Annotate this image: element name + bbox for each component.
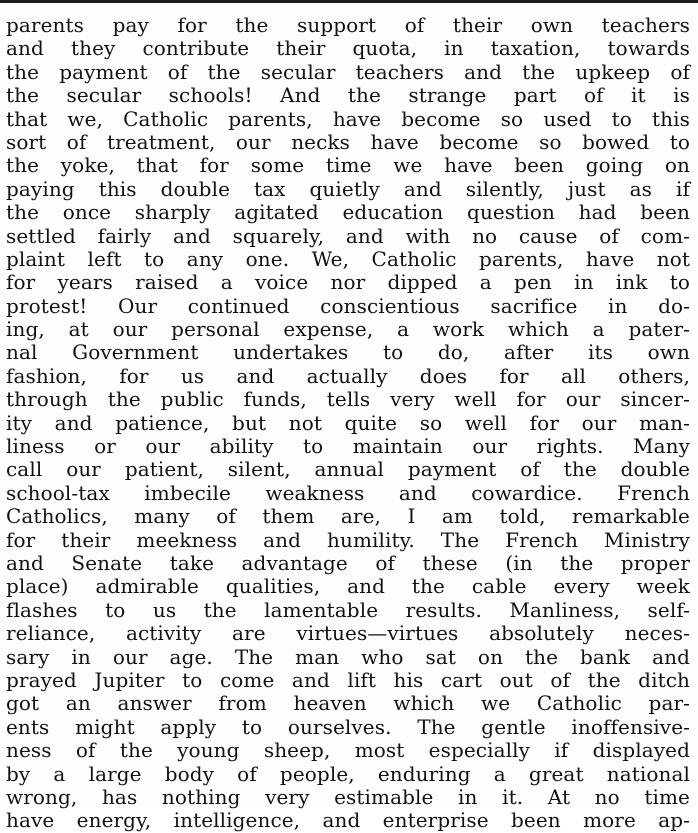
article-line: flashes to us the lamentable results. Manliness, self- — [6, 597, 690, 622]
article-line: school-tax imbecile weakness and cowardice. French — [6, 480, 690, 505]
article-line: place) admirable qualities, and the cable every week — [6, 574, 690, 599]
article-line: by a large body of people, enduring a great national — [6, 761, 690, 786]
article-line: and they contribute their quota, in taxation, towards — [6, 36, 690, 61]
article-line: and Senate take advantage of these (in the proper — [6, 550, 690, 575]
article-line: for years raised a voice nor dipped a pen in ink to — [6, 270, 690, 295]
article-line: wrong, has nothing very estimable in it. At no time — [6, 784, 690, 809]
article-line: have energy, intelligence, and enterprise been more ap- — [6, 808, 690, 833]
article-line: call our patient, silent, annual payment of the double — [6, 457, 690, 482]
top-rule — [0, 0, 698, 3]
article-line: protest! Our continued conscientious sacrifice in do- — [6, 293, 690, 318]
article-line: ents might apply to ourselves. The gentle inoffensive- — [6, 714, 690, 739]
article-line: liness or our ability to maintain our rights. Many — [6, 434, 690, 459]
article-line: sort of treatment, our necks have become so bowed to — [6, 129, 690, 154]
article-line: reliance, activity are virtues—virtues absolutely neces- — [6, 621, 690, 646]
article-line: paying this double tax quietly and silently, just as if — [6, 176, 690, 201]
article-line: that we, Catholic parents, have become so used to this — [6, 106, 690, 131]
article-line: settled fairly and squarely, and with no cause of com- — [6, 223, 690, 248]
article-line: ity and patience, but not quite so well for our man- — [6, 410, 690, 435]
article-line: ness of the young sheep, most especially if displayed — [6, 738, 690, 763]
article-line: prayed Jupiter to come and lift his cart out of the ditch — [6, 667, 690, 692]
article-line: fashion, for us and actually does for all others, — [6, 363, 690, 388]
article-line: nal Government undertakes to do, after its own — [6, 340, 690, 365]
article-column — [6, 14, 690, 833]
article-line: for their meekness and humility. The French Ministry — [6, 527, 690, 552]
article-line: the yoke, that for some time we have been going on — [6, 153, 690, 178]
article-line: parents pay for the support of their own teachers — [6, 13, 690, 37]
article-line: the once sharply agitated education question had been — [6, 200, 690, 225]
article-line: sary in our age. The man who sat on the bank and — [6, 644, 690, 669]
article-line: the secular schools! And the strange part of it is — [6, 83, 690, 108]
article-line: plaint left to any one. We, Catholic parents, have not — [6, 246, 690, 271]
article-line: Catholics, many of them are, I am told, remarkable — [6, 504, 690, 529]
article-line: got an answer from heaven which we Catholic par- — [6, 691, 690, 716]
article-line: ing, at our personal expense, a work which a pater- — [6, 317, 690, 342]
article-line: the payment of the secular teachers and the upkeep of — [6, 59, 690, 84]
article-line: through the public funds, tells very well for our sincer- — [6, 387, 690, 412]
